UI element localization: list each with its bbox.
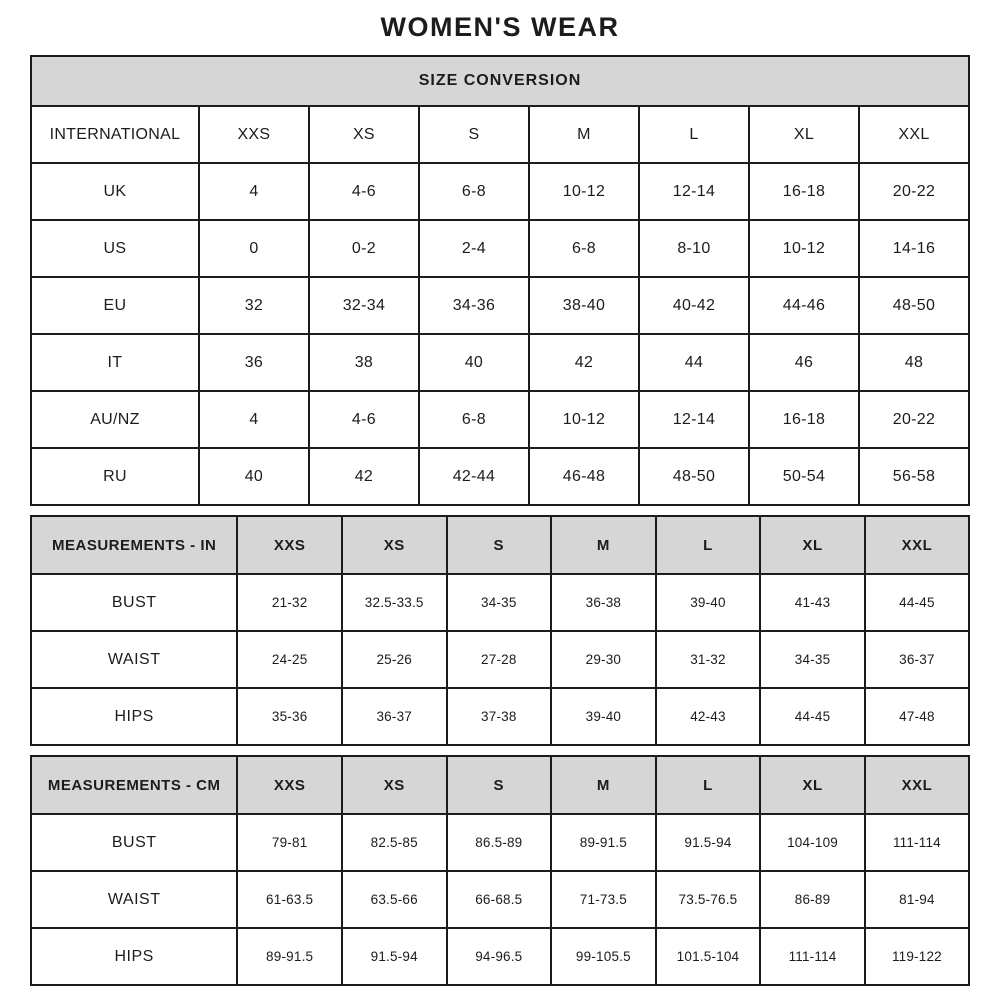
value-cell: 21-32 (237, 574, 342, 631)
value-cell: 82.5-85 (342, 814, 447, 871)
value-cell: 111-114 (865, 814, 969, 871)
table-row (31, 106, 969, 163)
value-cell: 41-43 (760, 574, 865, 631)
column-header-cell: M (551, 516, 656, 574)
value-cell: 42 (529, 334, 639, 391)
page-title: WOMEN'S WEAR (380, 12, 620, 42)
value-cell: 24-25 (237, 631, 342, 688)
column-header-cell: L (656, 756, 761, 814)
size-conversion-body (31, 106, 969, 505)
value-cell: 0 (199, 220, 309, 277)
value-cell: 4 (199, 163, 309, 220)
value-cell: XXS (199, 106, 309, 163)
row-label-cell: HIPS (31, 928, 237, 985)
column-header-cell: L (656, 516, 761, 574)
value-cell: XXL (859, 106, 969, 163)
value-cell: 40 (419, 334, 529, 391)
size-conversion-table (30, 55, 970, 506)
value-cell: 32-34 (309, 277, 419, 334)
value-cell: 10-12 (529, 391, 639, 448)
value-cell: 66-68.5 (447, 871, 552, 928)
value-cell: 44 (639, 334, 749, 391)
column-header-cell: XXS (237, 756, 342, 814)
value-cell: 79-81 (237, 814, 342, 871)
measurements-in-body (31, 574, 969, 745)
table-row (31, 334, 969, 391)
table-row (31, 574, 969, 631)
value-cell: 42 (309, 448, 419, 505)
value-cell: 61-63.5 (237, 871, 342, 928)
value-cell: 101.5-104 (656, 928, 761, 985)
table-row (31, 391, 969, 448)
value-cell: L (639, 106, 749, 163)
table-row (31, 163, 969, 220)
column-header-cell: XS (342, 756, 447, 814)
value-cell: 44-45 (865, 574, 969, 631)
row-label-cell: UK (31, 163, 199, 220)
value-cell: 36-38 (551, 574, 656, 631)
value-cell: 46 (749, 334, 859, 391)
value-cell: 12-14 (639, 391, 749, 448)
value-cell: 91.5-94 (342, 928, 447, 985)
value-cell: 14-16 (859, 220, 969, 277)
value-cell: 47-48 (865, 688, 969, 745)
table-row (31, 277, 969, 334)
value-cell: 8-10 (639, 220, 749, 277)
column-header-cell: XXL (865, 756, 969, 814)
measurements-in-table (30, 515, 970, 746)
value-cell: 2-4 (419, 220, 529, 277)
row-label-cell: INTERNATIONAL (31, 106, 199, 163)
value-cell: 34-35 (447, 574, 552, 631)
value-cell: 104-109 (760, 814, 865, 871)
value-cell: 39-40 (551, 688, 656, 745)
value-cell: 39-40 (656, 574, 761, 631)
value-cell: S (419, 106, 529, 163)
measurements-cm-body (31, 814, 969, 985)
value-cell: 4-6 (309, 391, 419, 448)
value-cell: 111-114 (760, 928, 865, 985)
header-row (31, 516, 969, 574)
value-cell: 119-122 (865, 928, 969, 985)
table-row (31, 928, 969, 985)
value-cell: 32 (199, 277, 309, 334)
table-row (31, 448, 969, 505)
table-row (31, 871, 969, 928)
row-label-cell: WAIST (31, 631, 237, 688)
value-cell: 56-58 (859, 448, 969, 505)
value-cell: 81-94 (865, 871, 969, 928)
value-cell: 38 (309, 334, 419, 391)
column-header-cell: S (447, 516, 552, 574)
table-title-cell: MEASUREMENTS - CM (31, 756, 237, 814)
measurements-cm-header (31, 756, 969, 814)
value-cell: 46-48 (529, 448, 639, 505)
row-label-cell: HIPS (31, 688, 237, 745)
measurements-in-header (31, 516, 969, 574)
value-cell: XL (749, 106, 859, 163)
value-cell: 36-37 (865, 631, 969, 688)
value-cell: 36 (199, 334, 309, 391)
size-conversion-header: SIZE CONVERSION (31, 56, 969, 106)
value-cell: 16-18 (749, 391, 859, 448)
value-cell: M (529, 106, 639, 163)
value-cell: 36-37 (342, 688, 447, 745)
value-cell: 34-36 (419, 277, 529, 334)
value-cell: 38-40 (529, 277, 639, 334)
value-cell: 86-89 (760, 871, 865, 928)
value-cell: 16-18 (749, 163, 859, 220)
row-label-cell: BUST (31, 574, 237, 631)
value-cell: 99-105.5 (551, 928, 656, 985)
value-cell: 20-22 (859, 163, 969, 220)
row-label-cell: WAIST (31, 871, 237, 928)
value-cell: 48-50 (859, 277, 969, 334)
value-cell: 0-2 (309, 220, 419, 277)
column-header-cell: XXS (237, 516, 342, 574)
column-header-cell: XXL (865, 516, 969, 574)
row-label-cell: US (31, 220, 199, 277)
row-label-cell: AU/NZ (31, 391, 199, 448)
value-cell: 4-6 (309, 163, 419, 220)
value-cell: 91.5-94 (656, 814, 761, 871)
row-label-cell: EU (31, 277, 199, 334)
value-cell: 32.5-33.5 (342, 574, 447, 631)
value-cell: 12-14 (639, 163, 749, 220)
table-row (31, 220, 969, 277)
value-cell: 10-12 (749, 220, 859, 277)
measurements-cm-table (30, 755, 970, 986)
value-cell: 63.5-66 (342, 871, 447, 928)
value-cell: 34-35 (760, 631, 865, 688)
value-cell: 94-96.5 (447, 928, 552, 985)
column-header-cell: XL (760, 516, 865, 574)
value-cell: 37-38 (447, 688, 552, 745)
row-label-cell: IT (31, 334, 199, 391)
table-title-cell: MEASUREMENTS - IN (31, 516, 237, 574)
row-label-cell: BUST (31, 814, 237, 871)
value-cell: 10-12 (529, 163, 639, 220)
value-cell: 31-32 (656, 631, 761, 688)
value-cell: 40-42 (639, 277, 749, 334)
value-cell: 6-8 (419, 391, 529, 448)
row-label-cell: RU (31, 448, 199, 505)
value-cell: 42-43 (656, 688, 761, 745)
column-header-cell: XL (760, 756, 865, 814)
table-row (31, 814, 969, 871)
table-row (31, 631, 969, 688)
column-header-cell: M (551, 756, 656, 814)
value-cell: 89-91.5 (551, 814, 656, 871)
value-cell: 27-28 (447, 631, 552, 688)
value-cell: 40 (199, 448, 309, 505)
value-cell: 44-46 (749, 277, 859, 334)
value-cell: 29-30 (551, 631, 656, 688)
column-header-cell: S (447, 756, 552, 814)
value-cell: XS (309, 106, 419, 163)
value-cell: 73.5-76.5 (656, 871, 761, 928)
table-row (31, 688, 969, 745)
value-cell: 35-36 (237, 688, 342, 745)
value-cell: 4 (199, 391, 309, 448)
value-cell: 86.5-89 (447, 814, 552, 871)
value-cell: 25-26 (342, 631, 447, 688)
value-cell: 6-8 (419, 163, 529, 220)
value-cell: 71-73.5 (551, 871, 656, 928)
header-row (31, 756, 969, 814)
value-cell: 20-22 (859, 391, 969, 448)
value-cell: 48-50 (639, 448, 749, 505)
value-cell: 48 (859, 334, 969, 391)
column-header-cell: XS (342, 516, 447, 574)
value-cell: 42-44 (419, 448, 529, 505)
value-cell: 44-45 (760, 688, 865, 745)
value-cell: 89-91.5 (237, 928, 342, 985)
value-cell: 6-8 (529, 220, 639, 277)
value-cell: 50-54 (749, 448, 859, 505)
